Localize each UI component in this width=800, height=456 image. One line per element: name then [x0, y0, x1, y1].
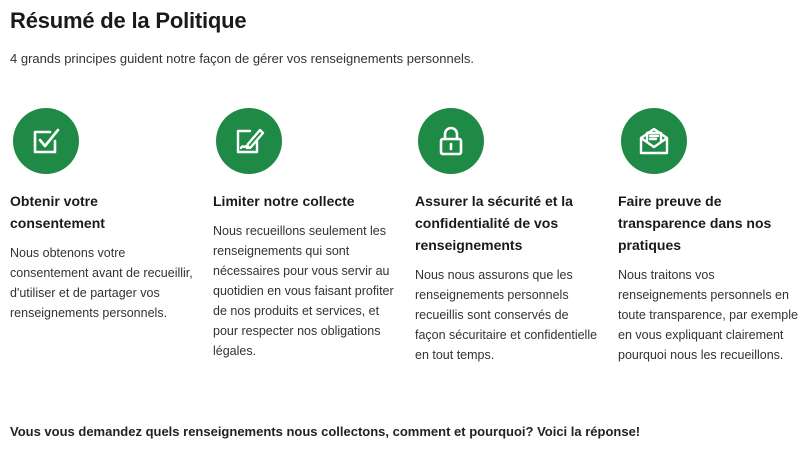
page-subtitle: 4 grands principes guident notre façon de gérer vos renseignements personnels. [10, 51, 474, 66]
principle-title: Limiter notre collecte [213, 193, 355, 209]
principle-text: Nous traitons vos renseignements personnels en toute transparence, par exemple en vous expliquant clairement pourquoi nous les recueillons. [618, 268, 798, 362]
principle-text: Nous recueillons seulement les renseignements qui sont nécessaires pour vous servir au quotidien en vous faisant profiter de nos produits et services, et pour respecter nos obligations légales. [213, 224, 394, 358]
checkbox-icon [13, 108, 79, 174]
principle-security [415, 108, 600, 365]
open-envelope-icon [621, 108, 687, 174]
principle-text: Nous obtenons votre consentement avant de recueillir, d'utiliser et de partager vos renseignements personnels. [10, 246, 193, 320]
principle-title: Faire preuve de transparence dans nos pratiques [618, 193, 772, 253]
page-title: Résumé de la Politique [10, 8, 247, 33]
principle-limit-collection [213, 108, 398, 361]
principle-title: Assurer la sécurité et la confidentialité de vos renseignements [415, 193, 573, 253]
principle-text: Nous nous assurons que les renseignements personnels recueillis sont conservés de façon sécuritaire et confidentielle en tout temps. [415, 268, 598, 362]
principle-transparency [618, 108, 800, 365]
principles-list [0, 108, 800, 408]
signature-document-icon [216, 108, 282, 174]
padlock-icon [418, 108, 484, 174]
principle-title: Obtenir votre consentement [10, 193, 105, 231]
footer-question: Vous vous demandez quels renseignements nous collectons, comment et pourquoi? Voici la réponse! [10, 424, 641, 439]
principle-consent [10, 108, 195, 323]
